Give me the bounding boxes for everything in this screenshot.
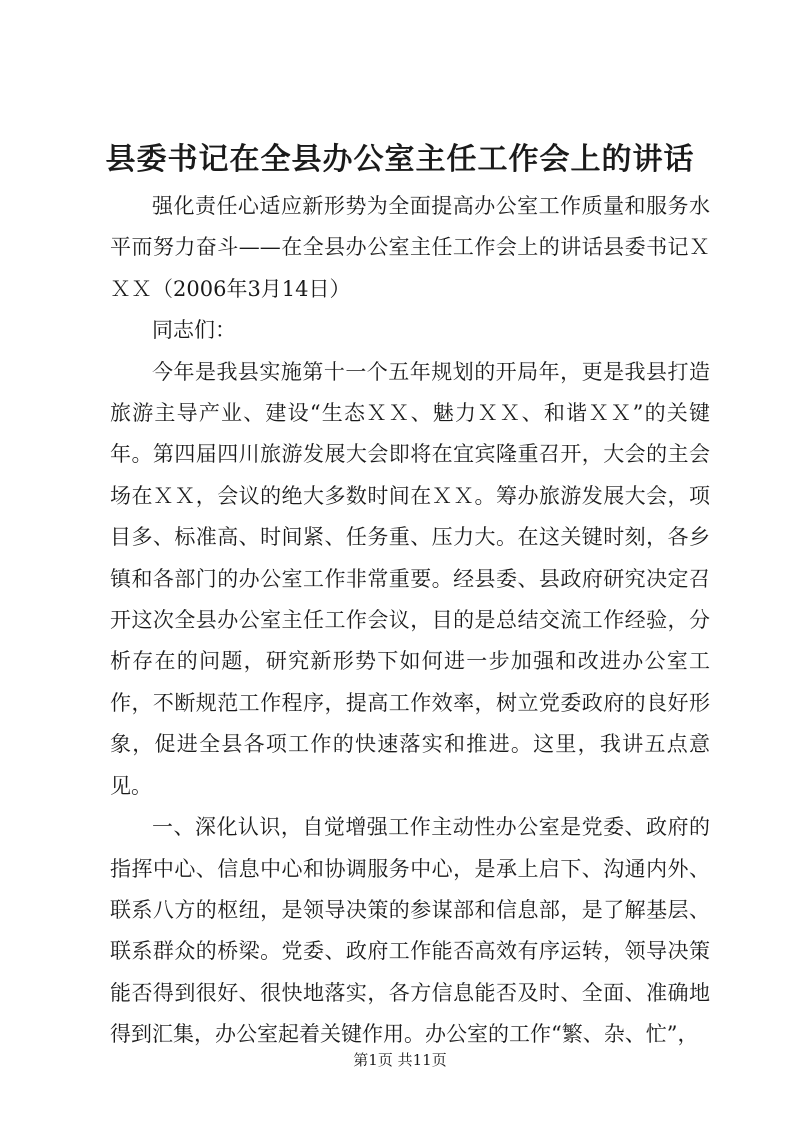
page-number-footer: 第1页 共11页 — [353, 1051, 447, 1069]
document-body — [110, 186, 710, 1056]
paragraph-subtitle: 强化责任心适应新形势为全面提高办公室工作质量和服务水平而努力奋斗——在全县办公室主任工作会上的讲话县委书记ＸＸＸ（2006年3月14日） — [110, 194, 710, 301]
paragraph-intro: 今年是我县实施第十一个五年规划的开局年，更是我县打造旅游主导产业、建设“生态ＸＸ、魅力ＸＸ、和谐ＸＸ”的关键年。第四届四川旅游发展大会即将在宜宾隆重召开，大会的主会场在ＸＸ，会议的绝大多数时间在ＸＸ。筹办旅游发展大会，项目多、标准高、时间紧、任务重、压力大。在这关键时刻，各乡镇和各部门的办公室工作非常重要。经县委、县政府研究决定召开这次全县办公室主任工作会议，目的是总结交流工作经验，分析存在的问题，研究新形势下如何进一步加强和改进办公室工作，不断规范工作程序，提高工作效率，树立党委政府的良好形象，促进全县各项工作的快速落实和推进。这里，我讲五点意见。 — [110, 359, 710, 798]
paragraph-salutation: 同志们： — [152, 318, 236, 343]
document-title: 县委书记在全县办公室主任工作会上的讲话 — [105, 142, 695, 177]
paragraph-section-one: 一、深化认识，自觉增强工作主动性办公室是党委、政府的指挥中心、信息中心和协调服务中心，是承上启下、沟通内外、联系八方的枢纽，是领导决策的参谋部和信息部，是了解基层、联系群众的桥梁。党委、政府工作能否高效有序运转，领导决策能否得到很好、很快地落实，各方信息能否及时、全面、准确地得到汇集，办公室起着关键作用。办公室的工作“繁、杂、忙”， — [110, 815, 710, 1047]
